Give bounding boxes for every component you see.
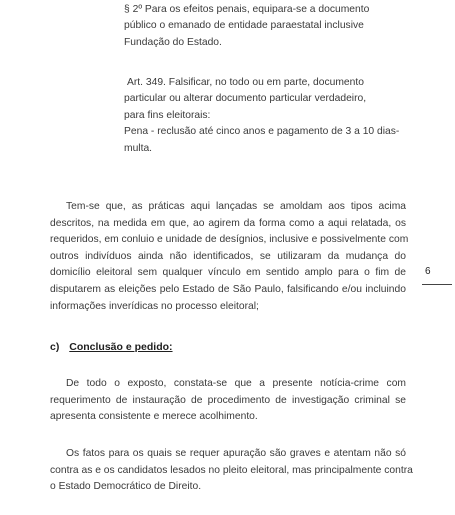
quote-line: público o emanado de entidade paraestatal inclusive bbox=[124, 20, 364, 32]
section-title: Conclusão e pedido: bbox=[69, 341, 173, 353]
paragraph-line: De todo o exposto, constata-se que a presente notícia-crime com bbox=[66, 378, 406, 389]
paragraph-line: outros indivíduos ainda não identificados, se utilizaram da mudança do bbox=[50, 250, 406, 262]
paragraph-conclusion bbox=[50, 376, 406, 426]
quote-line: Art. 349. Falsificar, no todo ou em parte, documento bbox=[127, 77, 364, 88]
paragraph-line: apresenta consistente e merece acolhimento. bbox=[50, 411, 258, 423]
paragraph-line: informações inverídicas no processo eleitoral; bbox=[50, 300, 259, 312]
paragraph-line: o Estado Democrático de Direito. bbox=[50, 481, 202, 493]
page-number-rule bbox=[422, 284, 452, 285]
quote-art-349 bbox=[124, 75, 410, 157]
paragraph-line: requerimento de instauração de procedimento de investigação criminal se bbox=[50, 394, 406, 406]
paragraph-analysis bbox=[50, 199, 409, 315]
paragraph-line: Os fatos para os quais se requer apuração são graves e atentam não só bbox=[66, 448, 406, 459]
paragraph-line: contra as e os candidatos lesados no pleito eleitoral, mas principalmente contra bbox=[50, 464, 413, 476]
quote-line: § 2º Para os efeitos penais, equipara-se a documento bbox=[124, 4, 370, 15]
quote-line: multa. bbox=[124, 142, 153, 154]
paragraph-line: requeridos, em conluio e unidade de desígnios, inclusive e possivelmente com bbox=[50, 234, 409, 246]
paragraph-line: domicílio eleitoral sem qualquer vínculo em sentido amplo para o fim de bbox=[50, 267, 406, 279]
quote-line: para fins eleitorais: bbox=[124, 109, 211, 121]
section-heading bbox=[50, 341, 173, 353]
paragraph-line: descritos, na medida em que, ao agirem da forma como a aqui relatada, os bbox=[50, 217, 406, 229]
paragraph-facts bbox=[50, 446, 413, 496]
quote-line: particular ou alterar documento particular verdadeiro, bbox=[124, 93, 367, 105]
page-number bbox=[422, 266, 455, 285]
paragraph-line: Tem-se que, as práticas aqui lançadas se amoldam aos tipos acima bbox=[66, 201, 406, 212]
quote-line: Pena - reclusão até cinco anos e pagamento de 3 a 10 dias- bbox=[124, 126, 400, 138]
paragraph-line: disputarem as eleições pelo Estado de São Paulo, falsificando e/ou incluindo bbox=[50, 283, 406, 295]
page-number-value: 6 bbox=[425, 266, 431, 277]
quote-art-297-paragraph bbox=[124, 2, 410, 51]
section-marker: c) bbox=[50, 341, 60, 353]
quote-line: Fundação do Estado. bbox=[124, 36, 222, 48]
